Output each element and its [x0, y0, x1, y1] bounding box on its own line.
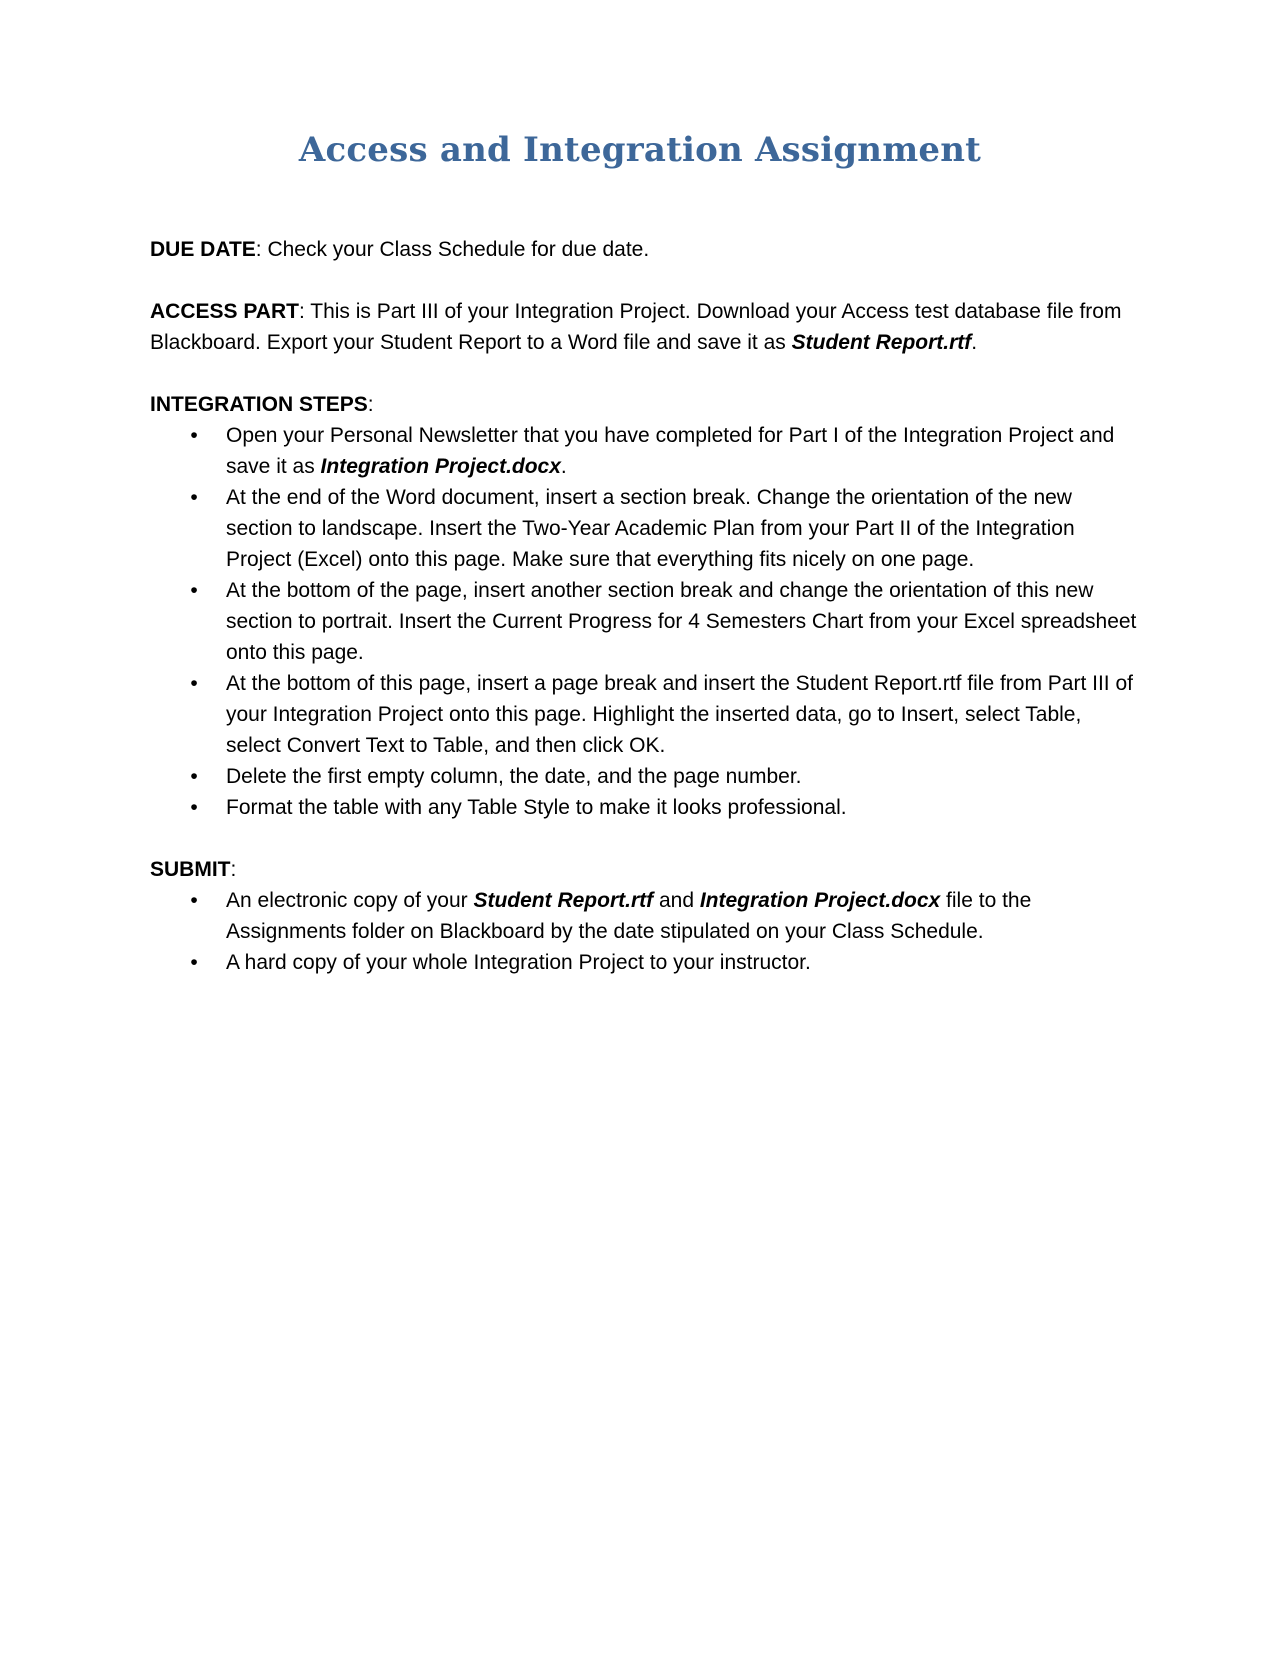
step-1-text: Open your Personal Newsletter that you have completed for Part I of the Integration Project and save it as — [226, 424, 1115, 478]
access-part-label: ACCESS PART — [150, 300, 299, 323]
submit-colon: : — [230, 858, 237, 881]
bullet-icon: • — [190, 486, 198, 509]
access-part-filename: Student Report.rtf — [791, 331, 972, 354]
step-4-text: At the bottom of this page, insert a page break and insert the Student Report.rtf file from Part III of your Integration Project onto this page. Highlight the inserted data, go to Insert, select Table, select Convert Text to Table, and then click OK. — [226, 672, 1133, 757]
integration-steps-colon: : — [367, 393, 374, 416]
submit-label: SUBMIT — [150, 858, 231, 881]
due-date-paragraph — [150, 234, 1140, 265]
due-date-text: : Check your Class Schedule for due date. — [255, 238, 650, 261]
list-item — [150, 792, 1140, 823]
bullet-icon: • — [190, 672, 198, 695]
step-2-text: At the end of the Word document, insert a section break. Change the orientation of the new section to landscape. Insert the Two-Year Academic Plan from your Part II of the Integration Project (Excel) onto this page. Make sure that everything fits nicely on one page. — [226, 486, 1075, 571]
list-item — [150, 420, 1140, 482]
list-item — [150, 575, 1140, 668]
list-item — [150, 885, 1140, 947]
submit-item-1-text-c: file to the Assignments folder on Blackboard by the date stipulated on your Class Schedule. — [226, 889, 1032, 943]
paragraph-spacer — [150, 265, 1140, 296]
bullet-icon: • — [190, 765, 198, 788]
step-6-text: Format the table with any Table Style to make it looks professional. — [226, 796, 847, 819]
list-item — [150, 482, 1140, 575]
submit-item-2-text: A hard copy of your whole Integration Project to your instructor. — [226, 951, 811, 974]
submit-list — [150, 885, 1140, 978]
step-1-filename: Integration Project.docx — [320, 455, 561, 478]
step-3-text: At the bottom of the page, insert another section break and change the orientation of this new section to portrait. Insert the Current Progress for 4 Semesters Chart from your Excel spreadsheet onto this page. — [226, 579, 1137, 664]
access-part-paragraph — [150, 296, 1140, 358]
submit-item-1-text-a: An electronic copy of your — [226, 889, 474, 912]
list-item — [150, 761, 1140, 792]
bullet-icon: • — [190, 889, 198, 912]
access-part-end: . — [971, 331, 978, 354]
bullet-icon: • — [190, 951, 198, 974]
list-item — [150, 668, 1140, 761]
integration-steps-heading — [150, 389, 1140, 420]
step-1-end: . — [560, 455, 567, 478]
list-item — [150, 947, 1140, 978]
paragraph-spacer — [150, 358, 1140, 389]
document-body — [150, 234, 1140, 978]
document-title: Access and Integration Assignment — [298, 130, 982, 170]
submit-item-1-file-2: Integration Project.docx — [699, 889, 941, 912]
access-part-text: : This is Part III of your Integration Project. Download your Access test database file from Blackboard. Export your Student Report to a Word file and save it as — [150, 300, 1122, 354]
bullet-icon: • — [190, 579, 198, 602]
submit-heading — [150, 854, 1140, 885]
integration-steps-label: INTEGRATION STEPS — [150, 393, 368, 416]
integration-steps-list — [150, 420, 1140, 823]
submit-item-1-file-1: Student Report.rtf — [473, 889, 654, 912]
bullet-icon: • — [190, 796, 198, 819]
due-date-label: DUE DATE — [150, 238, 256, 261]
bullet-icon: • — [190, 424, 198, 447]
submit-item-1-text-b: and — [653, 889, 700, 912]
step-5-text: Delete the first empty column, the date, and the page number. — [226, 765, 802, 788]
paragraph-spacer — [150, 823, 1140, 854]
